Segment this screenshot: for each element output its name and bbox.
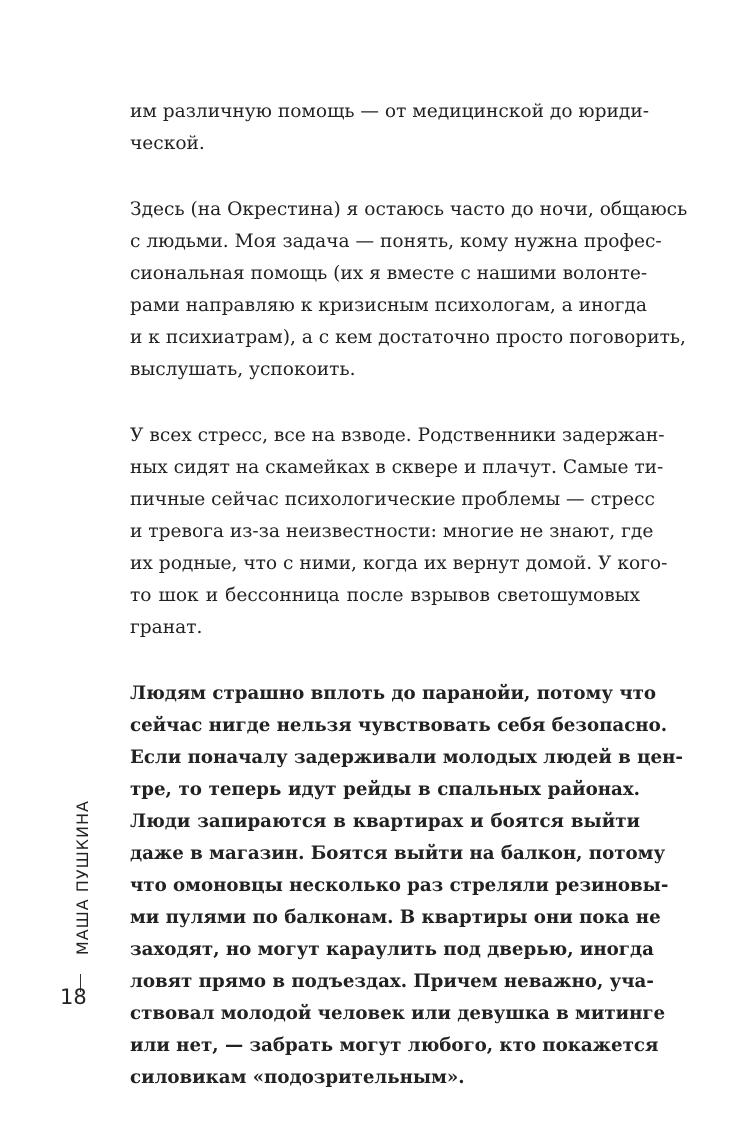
text-line: с людьми. Моя задача — понять, кому нужна профес- xyxy=(130,231,662,252)
text-line: сейчас нигде нельзя чувствовать себя безопасно. xyxy=(130,715,668,736)
text-line: силовикам «подозрительным». xyxy=(130,1067,465,1088)
text-line: ловят прямо в подъездах. Причем неважно, уча- xyxy=(130,971,654,992)
running-head-author: МАША ПУШКИНА xyxy=(73,800,92,956)
text-line: и тревога из-за неизвестности: многие не знают, где xyxy=(130,521,654,542)
paragraph-3 xyxy=(130,420,668,644)
text-line: их родные, что с ними, когда их вернут домой. У кого- xyxy=(130,553,668,574)
page-number: 18 xyxy=(60,985,87,1009)
text-line: им различную помощь — от медицинской до юриди- xyxy=(130,101,650,122)
text-line: Если поначалу задерживали молодых людей в цен- xyxy=(130,747,683,768)
paragraph-1 xyxy=(130,96,650,160)
text-line: Люди запираются в квартирах и боятся выйти xyxy=(130,811,640,832)
text-line: ствовал молодой человек или девушка в митинге xyxy=(130,1003,666,1024)
text-line: и к психиатрам), а с кем достаточно просто поговорить, xyxy=(130,327,686,348)
text-line: выслушать, успокоить. xyxy=(130,359,356,380)
paragraph-4-bold xyxy=(130,678,683,1094)
text-line: ми пулями по балконам. В квартиры они пока не xyxy=(130,907,661,928)
text-line: сиональная помощь (их я вместе с нашими волонте- xyxy=(130,263,648,284)
text-line: гранат. xyxy=(130,617,203,638)
text-line: то шок и бессонница после взрывов светошумовых xyxy=(130,585,640,606)
text-line: ных сидят на скамейках в сквере и плачут. Самые ти- xyxy=(130,457,664,478)
text-line: что омоновцы несколько раз стреляли резиновы- xyxy=(130,875,669,896)
paragraph-2 xyxy=(130,194,688,386)
body-text xyxy=(130,96,688,1128)
text-line: Людям страшно вплоть до паранойи, потому что xyxy=(130,683,657,704)
text-line: даже в магазин. Боятся выйти на балкон, потому xyxy=(130,843,666,864)
text-line: тре, то теперь идут рейды в спальных районах. xyxy=(130,779,640,800)
text-line: ческой. xyxy=(130,133,205,154)
text-line: У всех стресс, все на взводе. Родственники задержан- xyxy=(130,425,665,446)
text-line: Здесь (на Окрестина) я остаюсь часто до ночи, общаюсь xyxy=(130,199,688,220)
text-line: пичные сейчас психологические проблемы — стресс xyxy=(130,489,655,510)
text-line: рами направляю к кризисным психологам, а иногда xyxy=(130,295,647,316)
text-line: или нет, — забрать могут любого, кто покажется xyxy=(130,1035,659,1056)
text-line: заходят, но могут караулить под дверью, иногда xyxy=(130,939,654,960)
